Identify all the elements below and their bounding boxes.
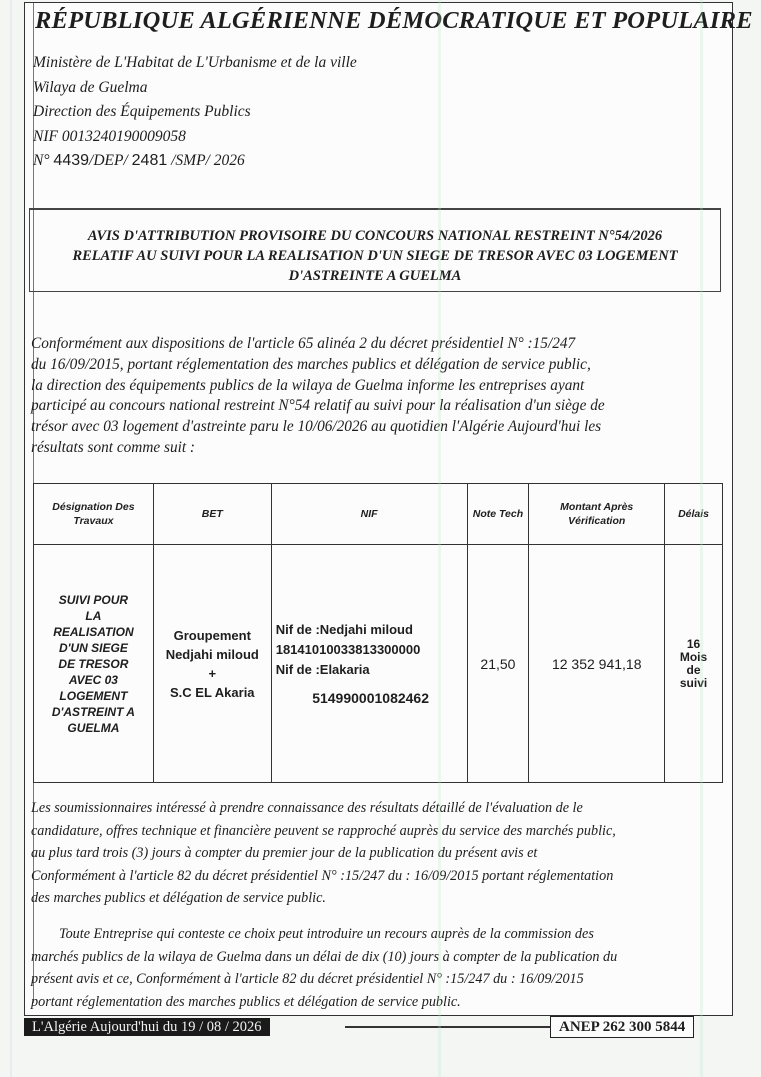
consultation-line: des marches publics et délégation de service public. bbox=[31, 890, 326, 906]
header-montant-line: Montant Après bbox=[560, 501, 634, 513]
ref-prefix: N° bbox=[33, 152, 50, 169]
intro-line: la direction des équipements publics de la wilaya de Guelma informe les entreprises ayant bbox=[31, 376, 585, 394]
header-nif: NIF bbox=[271, 484, 467, 545]
header-bet: BET bbox=[153, 484, 271, 545]
consultation-line: au plus tard trois (3) jours à compter du premier jour de la publication du présent avis et bbox=[31, 845, 538, 861]
avis-title bbox=[30, 226, 720, 286]
intro-line: participé au concours national restreint N°54 relatif au suivi pour la réalisation d'un siège de bbox=[31, 397, 605, 415]
recours-paragraph bbox=[31, 923, 739, 1013]
header-montant-line: Vérification bbox=[568, 515, 626, 527]
scan-artifact bbox=[438, 0, 441, 1077]
consultation-line: Conformément à l'article 82 du décret présidentiel N° :15/247 du : 16/09/2015 portant réglementation bbox=[31, 867, 614, 884]
designation-line: D'UN SIEGE bbox=[58, 640, 128, 655]
nif-label-2: Nif de :Elakaria bbox=[275, 661, 370, 677]
bet-line: Groupement bbox=[173, 627, 251, 643]
nif-value-1: 18141010033813300000 bbox=[275, 641, 421, 657]
ref-mid: /DEP/ bbox=[89, 152, 128, 169]
scan-artifact bbox=[10, 0, 12, 1077]
table-row bbox=[34, 545, 723, 783]
cell-bet bbox=[153, 545, 271, 783]
delais-line: Mois bbox=[679, 649, 708, 664]
avis-title-line-3: D'ASTREINTE A GUELMA bbox=[288, 268, 462, 284]
results-table bbox=[33, 483, 723, 783]
consultation-paragraph bbox=[31, 797, 739, 910]
designation-line: AVEC 03 bbox=[68, 672, 118, 687]
footer-rule bbox=[345, 1026, 550, 1028]
ref-number-2: 2481 bbox=[131, 152, 168, 169]
nif-value-2: 514990001082462 bbox=[312, 689, 429, 706]
designation-line: LOGEMENT bbox=[59, 688, 128, 703]
ref-suffix: /SMP/ 2026 bbox=[171, 152, 245, 169]
avis-title-box bbox=[29, 208, 721, 292]
intro-line: Conformément aux dispositions de l'article 65 alinéa 2 du décret présidentiel N° :15/247 bbox=[31, 335, 576, 352]
bet-line: + bbox=[208, 665, 217, 681]
recours-line: Toute Entreprise qui conteste ce choix peut introduire un recours auprès de la commission des bbox=[59, 926, 594, 942]
scan-artifact bbox=[700, 0, 703, 1077]
designation-line: LA bbox=[85, 608, 102, 623]
header-designation-line: Désignation Des bbox=[52, 501, 135, 513]
avis-title-line-2: RELATIF AU SUIVI POUR LA REALISATION D'UN SIEGE DE TRESOR AVEC 03 LOGEMENT bbox=[72, 248, 678, 264]
recours-line: marchés publics de la wilaya de Guelma dans un délai de dix (10) jours à compter de la publication du bbox=[31, 948, 618, 965]
header-note-tech: Note Tech bbox=[467, 484, 529, 545]
header-montant bbox=[529, 484, 665, 545]
wilaya-name: Wilaya de Guelma bbox=[33, 78, 148, 96]
delais-line: de bbox=[686, 662, 701, 677]
cell-delais bbox=[665, 545, 723, 783]
nif-number: NIF 0013240190009058 bbox=[33, 127, 186, 145]
direction-name: Direction des Équipements Publics bbox=[33, 103, 251, 120]
intro-line: trésor avec 03 logement d'astreinte paru le 10/06/2026 au quotidien l'Algérie Aujourd'hui les bbox=[31, 418, 602, 436]
header-designation bbox=[34, 484, 154, 545]
recours-line: portant réglementation des marches publics et délégation de service public. bbox=[31, 993, 461, 1010]
cell-designation bbox=[34, 545, 154, 783]
reference-number bbox=[33, 149, 357, 174]
bet-line: S.C EL Akaria bbox=[170, 684, 255, 700]
delais-line: 16 bbox=[686, 636, 701, 651]
anep-number: ANEP 262 300 5844 bbox=[550, 1016, 694, 1038]
designation-line: REALISATION bbox=[53, 624, 134, 639]
bet-line: Nedjahi miloud bbox=[165, 646, 259, 662]
ministry-name: Ministère de L'Habitat de L'Urbanisme et de la ville bbox=[33, 54, 357, 71]
designation-line: DE TRESOR bbox=[58, 656, 129, 671]
nif-label-1: Nif de :Nedjahi miloud bbox=[275, 621, 413, 637]
republic-title: RÉPUBLIQUE ALGÉRIENNE DÉMOCRATIQUE ET POPULAIRE bbox=[35, 7, 753, 34]
cell-montant: 12 352 941,18 bbox=[529, 545, 665, 783]
designation-line: GUELMA bbox=[67, 720, 120, 735]
notice-page bbox=[24, 2, 753, 1016]
consultation-line: Les soumissionnaires intéressé à prendre connaissance des résultats détaillé de l'évaluation de le bbox=[31, 800, 583, 816]
header-delais: Délais bbox=[665, 484, 723, 545]
issuer-block bbox=[33, 51, 357, 174]
designation-line: D'ASTREINT A bbox=[51, 704, 135, 719]
consultation-line: candidature, offres technique et financière peuvent se rapproché auprès du service des marchés public, bbox=[31, 822, 616, 839]
intro-line: résultats sont comme suit : bbox=[31, 438, 196, 456]
header-designation-line: Travaux bbox=[73, 515, 114, 527]
delais-line: suivi bbox=[679, 675, 708, 690]
intro-paragraph bbox=[31, 334, 739, 459]
table-header-row bbox=[34, 484, 723, 545]
recours-line: présent avis et ce, Conformément à l'article 82 du décret présidentiel N° :15/247 du : 16/09/2015 bbox=[31, 971, 584, 987]
cell-note-tech: 21,50 bbox=[467, 545, 529, 783]
intro-line: du 16/09/2015, portant réglementation des marches publics et délégation de service public, bbox=[31, 355, 591, 373]
newspaper-date-label: L'Algérie Aujourd'hui du 19 / 08 / 2026 bbox=[24, 1018, 270, 1036]
avis-title-line-1: AVIS D'ATTRIBUTION PROVISOIRE DU CONCOURS NATIONAL RESTREINT N°54/2026 bbox=[87, 228, 663, 244]
designation-line: SUIVI POUR bbox=[58, 592, 129, 607]
ref-number-1: 4439 bbox=[53, 152, 90, 169]
